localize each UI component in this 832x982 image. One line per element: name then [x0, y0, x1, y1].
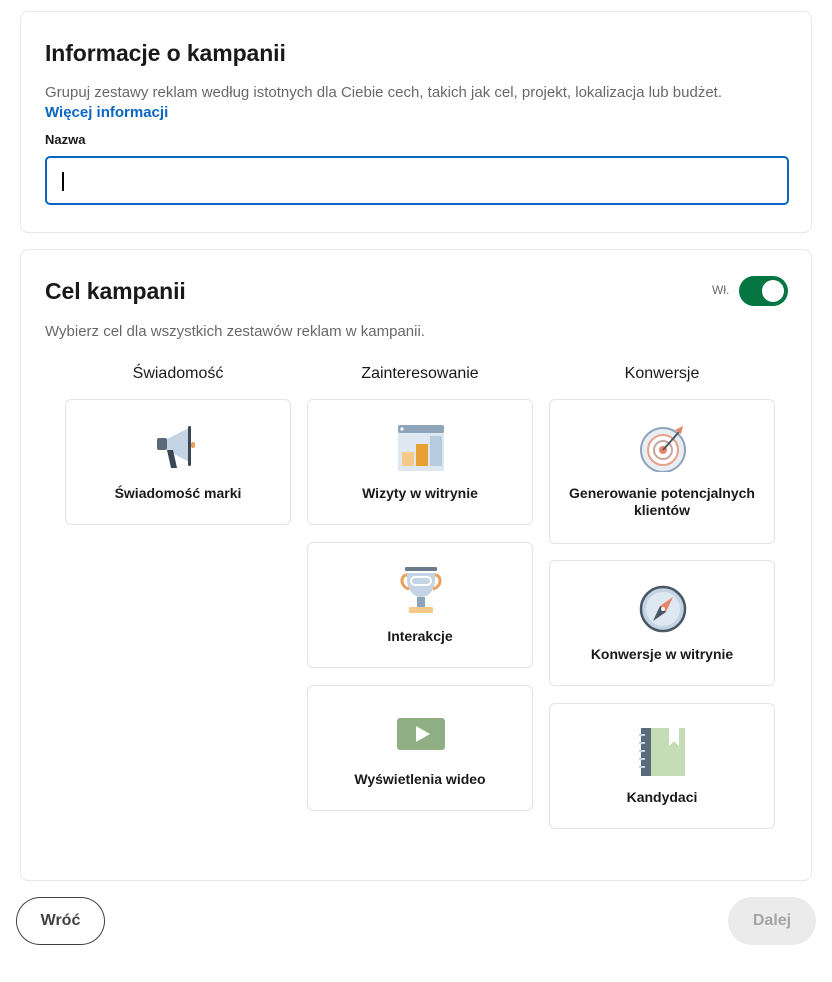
video-play-icon	[397, 710, 445, 758]
campaign-info-card	[20, 11, 812, 233]
goal-tile-website-visits[interactable]	[307, 399, 533, 525]
next-button[interactable]: Dalej	[728, 897, 816, 945]
notebook-icon	[639, 728, 687, 776]
goal-tile-label: Kandydaci	[626, 789, 698, 805]
more-info-link[interactable]: Więcej informacji	[45, 104, 169, 121]
campaign-name-input[interactable]	[45, 156, 789, 205]
goal-tile-website-conversions[interactable]	[549, 560, 775, 686]
trophy-icon	[397, 567, 445, 615]
campaign-goal-description: Wybierz cel dla wszystkich zestawów reklam w kampanii.	[45, 323, 425, 340]
column-heading-awareness: Świadomość	[132, 365, 224, 382]
campaign-info-description: Grupuj zestawy reklam według istotnych dla Ciebie cech, takich jak cel, projekt, lokalizacja lub budżet.	[45, 84, 722, 101]
megaphone-icon	[155, 424, 203, 472]
column-heading-consideration: Zainteresowanie	[361, 365, 479, 382]
column-heading-conversions: Konwersje	[624, 365, 700, 382]
goal-tile-video-views[interactable]	[307, 685, 533, 811]
name-label: Nazwa	[45, 132, 86, 147]
back-button[interactable]: Wróć	[16, 897, 105, 945]
goal-tile-lead-generation[interactable]	[549, 399, 775, 544]
toggle-label: Wł.	[712, 283, 730, 297]
campaign-info-title: Informacje o kampanii	[45, 40, 286, 66]
campaign-goal-title: Cel kampanii	[45, 278, 186, 304]
target-icon	[639, 424, 687, 472]
campaign-goal-toggle[interactable]	[739, 276, 788, 306]
goal-tile-job-applicants[interactable]	[549, 703, 775, 829]
website-chart-icon	[397, 424, 445, 472]
goal-tile-brand-awareness[interactable]	[65, 399, 291, 525]
goal-tile-label: Wizyty w witrynie	[362, 485, 478, 501]
compass-icon	[639, 585, 687, 633]
text-caret	[62, 172, 64, 191]
campaign-goal-card	[20, 249, 812, 881]
goal-tile-label: Wyświetlenia wideo	[354, 771, 486, 787]
toggle-knob	[762, 280, 784, 302]
goal-tile-label: Świadomość marki	[114, 485, 242, 501]
goal-tile-label: Generowanie potencjalnych klientów	[569, 485, 755, 518]
goal-tile-label: Interakcje	[387, 628, 453, 644]
goal-tile-engagement[interactable]	[307, 542, 533, 668]
goal-tile-label: Konwersje w witrynie	[590, 646, 734, 662]
